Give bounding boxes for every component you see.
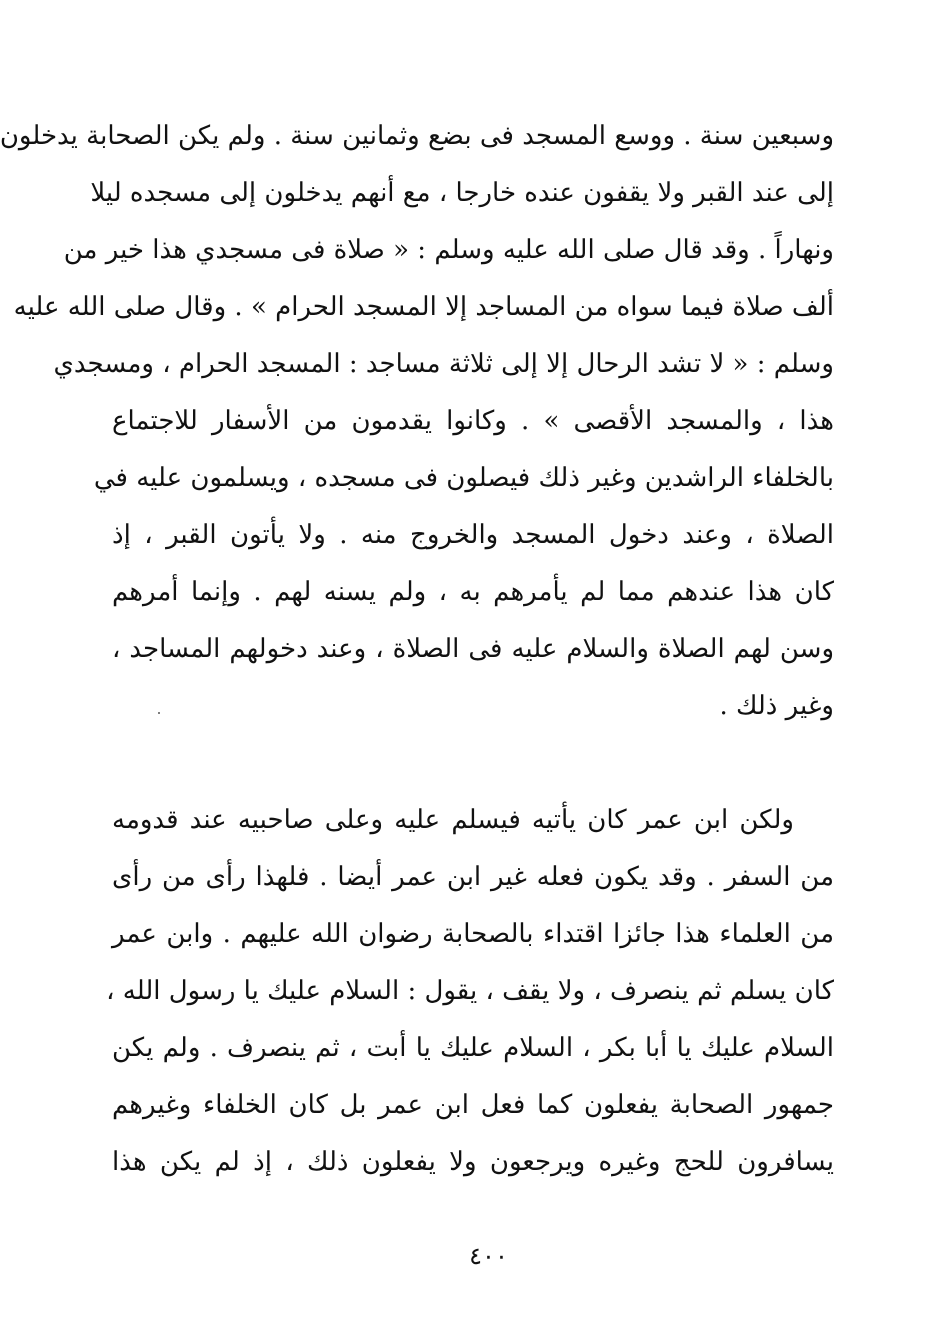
text-line: كان يسلم ثم ينصرف ، ولا يقف ، يقول : السلام عليك يا رسول الله ، [106,976,834,1006]
paragraph-1 [0,108,834,735]
text-line: هذا ، والمسجد الأقصى » . وكانوا يقدمون من الأسفار للاجتماع [112,406,834,436]
text-line: إلى عند القبر ولا يقفون عنده خارجا ، مع أنهم يدخلون إلى مسجده ليلا [90,178,834,208]
text-line: يسافرون للحج وغيره ويرجعون ولا يفعلون ذلك ، إذ لم يكن هذا [112,1147,834,1177]
text-line: وغير ذلك . [719,691,834,721]
text-line: السلام عليك يا أبا بكر ، السلام عليك يا أبت ، ثم ينصرف . ولم يكن [112,1033,834,1063]
page-number: ٤٠٠ [469,1242,508,1270]
text-line: جمهور الصحابة يفعلون كما فعل ابن عمر بل كان الخلفاء وغيرهم [112,1090,834,1120]
text-line: من العلماء هذا جائزا اقتداء بالصحابة رضوان الله عليهم . وابن عمر [112,919,834,949]
print-speck [158,712,160,714]
text-line: ألف صلاة فيما سواه من المساجد إلا المسجد الحرام » . وقال صلى الله عليه [13,292,834,322]
paragraph-2 [106,792,834,1191]
text-line: الصلاة ، وعند دخول المسجد والخروج منه . ولا يأتون القبر ، إذ [112,520,834,550]
text-line: ونهاراً . وقد قال صلى الله عليه وسلم : « صلاة فى مسجدي هذا خير من [63,235,834,265]
text-line: كان هذا عندهم مما لم يأمرهم به ، ولم يسنه لهم . وإنما أمرهم [112,577,834,607]
text-line: وسن لهم الصلاة والسلام عليه فى الصلاة ، وعند دخولهم المساجد ، [112,634,834,664]
text-line: بالخلفاء الراشدين وغير ذلك فيصلون فى مسجده ، ويسلمون عليه في [93,463,834,493]
text-line: ولكن ابن عمر كان يأتيه فيسلم عليه وعلى صاحبيه عند قدومه [112,805,794,835]
text-line: وسلم : « لا تشد الرحال إلا إلى ثلاثة مساجد : المسجد الحرام ، ومسجدي [53,349,834,379]
text-line: وسبعين سنة . ووسع المسجد فى بضع وثمانين سنة . ولم يكن الصحابة يدخلون [0,121,834,151]
text-line: من السفر . وقد يكون فعله غير ابن عمر أيضا . فلهذا رأى من رأى [112,862,834,892]
